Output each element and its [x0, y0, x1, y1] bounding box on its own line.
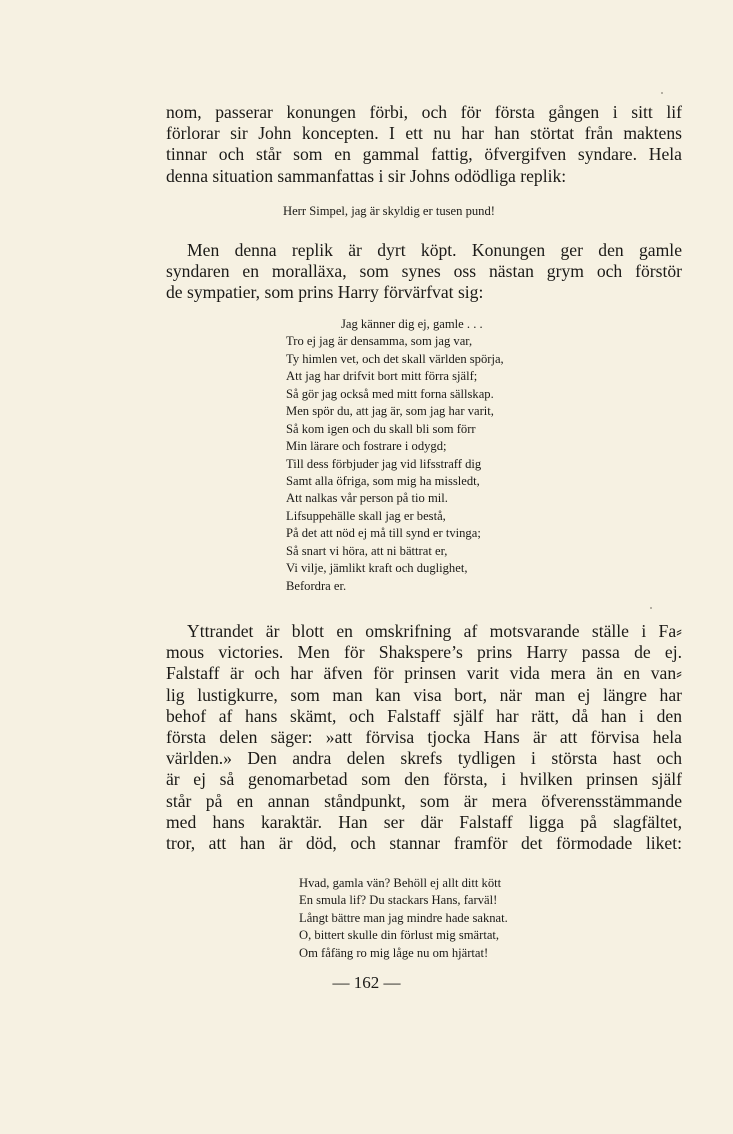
verse-line: Befordra er.	[286, 578, 347, 593]
verse-block-1	[286, 316, 504, 595]
paragraph-line: nom, passerar konungen förbi, och för första gången i sitt lif	[166, 102, 682, 122]
verse-line: Vi vilje, jämlikt kraft och duglighet,	[286, 561, 468, 576]
paragraph-line: första delen säger: »att förvisa tjocka Hans är att förvisa hela	[166, 726, 682, 747]
paper-speck	[650, 607, 652, 609]
verse-line: Till dess förbjuder jag vid lifsstraff dig	[286, 456, 482, 471]
quoted-replik: Herr Simpel, jag är skyldig er tusen pund!	[283, 204, 495, 218]
paragraph-line: världen.» Den andra delen skrefs tydligen i största hast och	[166, 748, 682, 769]
paper-speck	[661, 92, 663, 94]
paragraph-line: de sympatier, som prins Harry förvärfvat sig:	[166, 282, 484, 303]
page-number: — 162 —	[332, 973, 401, 992]
paragraph-line: tror, att han är död, och stannar framför det förmodade liket:	[166, 832, 682, 853]
verse-line: På det att nöd ej må till synd er tvinga;	[286, 526, 481, 541]
verse-block-2	[299, 875, 508, 962]
paragraph-line: lig lustigkurre, som man kan visa bort, när man ej längre har	[166, 684, 682, 705]
paragraph-line: denna situation sammanfattas i sir Johns odödliga replik:	[166, 165, 567, 186]
paragraph-line: behof af hans skämt, och Falstaff själf har rätt, då han i den	[166, 705, 682, 726]
paragraph-line: förlorar sir John koncepten. I ett nu har han störtat från maktens	[166, 123, 682, 144]
paragraph-1	[166, 102, 682, 187]
verse-line: Samt alla öfriga, som mig ha missledt,	[286, 473, 480, 488]
paragraph-line: står på en annan ståndpunkt, som är mera öfverensstämmande	[166, 790, 682, 811]
paragraph-line: Men denna replik är dyrt köpt. Konungen ger den gamle	[187, 240, 682, 260]
verse-line: Min lärare och fostrare i odygd;	[286, 439, 447, 454]
paragraph-line: mous victories. Men för Shakspere’s prins Harry passa de ej.	[166, 642, 682, 663]
verse-line: Så kom igen och du skall bli som förr	[286, 421, 476, 436]
paragraph-line: med hans karaktär. Han ser där Falstaff ligga på slagfältet,	[166, 811, 682, 832]
paragraph-line: tinnar och står som en gammal fattig, öfvergifven syndare. Hela	[166, 144, 682, 165]
paragraph-line: Yttrandet är blott en omskrifning af motsvarande ställe i Fa⸗	[187, 621, 682, 641]
paragraph-3	[166, 621, 682, 854]
paragraph-line: Falstaff är och har äfven för prinsen varit vida mera än en van⸗	[166, 663, 682, 684]
verse-line: Lifsuppehälle skall jag er bestå,	[286, 508, 446, 523]
verse-line: Ty himlen vet, och det skall världen spörja,	[286, 351, 504, 366]
verse-line: Att jag har drifvit bort mitt förra själf;	[286, 369, 478, 384]
verse-line: O, bittert skulle din förlust mig smärtat,	[299, 928, 500, 943]
verse-line: Så gör jag också med mitt forna sällskap.	[286, 386, 494, 401]
verse-line: Så snart vi höra, att ni bättrat er,	[286, 543, 448, 558]
verse-line: Men spör du, att jag är, som jag har varit,	[286, 404, 494, 419]
verse-line: Jag känner dig ej, gamle . . .	[341, 317, 483, 331]
paragraph-line: är ej så genomarbetad som den första, i hvilken prinsen själf	[166, 769, 682, 790]
verse-line: En smula lif? Du stackars Hans, farväl!	[299, 893, 498, 908]
verse-line: Tro ej jag är densamma, som jag var,	[286, 334, 473, 349]
paragraph-2	[166, 240, 682, 304]
verse-line: Långt bättre man jag mindre hade saknat.	[299, 910, 508, 925]
paragraph-line: syndaren en moralläxa, som synes oss nästan grym och förstör	[166, 261, 682, 282]
verse-line: Att nalkas vår person på tio mil.	[286, 491, 448, 506]
verse-line: Hvad, gamla vän? Behöll ej allt ditt kött	[299, 876, 502, 890]
verse-line: Om fåfäng ro mig låge nu om hjärtat!	[299, 945, 489, 960]
